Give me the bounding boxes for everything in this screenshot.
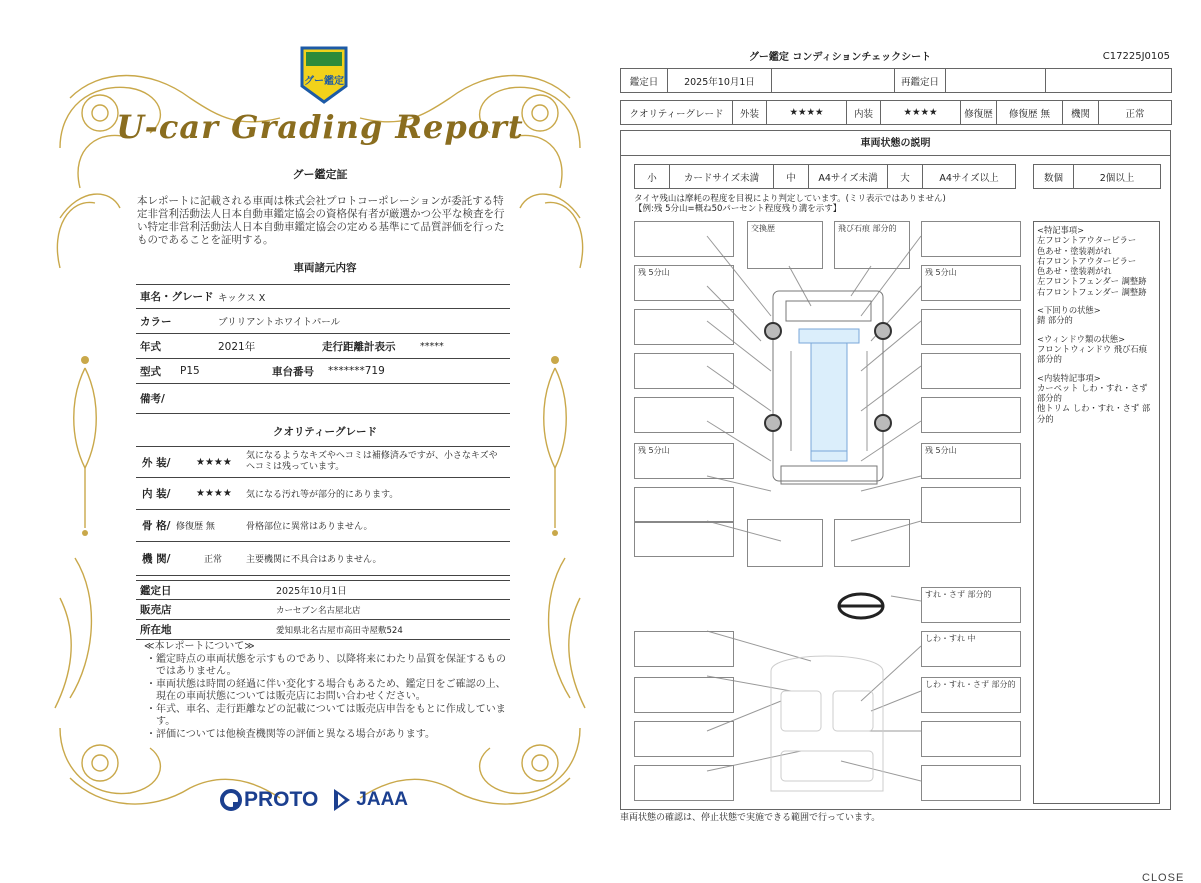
remarks-label: 備考/: [140, 393, 165, 405]
jaaa-mark-icon: [332, 787, 352, 813]
sheet-int-label: 内装: [847, 101, 881, 125]
sheet-int-stars: ★★★★: [881, 101, 961, 125]
chassis-value: *******719: [328, 365, 385, 377]
sheet-repair-value: 修復歴 無: [997, 101, 1063, 125]
date-label: 鑑定日: [140, 584, 172, 597]
quality-row-exterior: [136, 446, 510, 478]
special-group-windows: [1037, 334, 1156, 365]
proto-logo-text: PROTO: [244, 788, 319, 811]
note-item: ・車両状態は時間の経過に伴い変化する場合もあるため、鑑定日をご確認の上、現在の車両状態については販売店にお問い合わせください。: [146, 678, 506, 702]
jaaa-logo-text: JAAA: [356, 789, 409, 810]
special-group-general: [1037, 225, 1156, 297]
exchange-history-box: 交換歴: [747, 221, 823, 269]
diagram-box: [634, 397, 734, 433]
special-title: <内装特記事項>: [1037, 372, 1101, 383]
diagram-box: [921, 721, 1021, 757]
sheet-engine-value: 正常: [1099, 101, 1172, 125]
note-item: ・鑑定時点の車両状態を示すものであり、以降将来にわたり品質を保証するものではありません。: [146, 653, 506, 677]
cert-script-title: U-car Grading Report: [116, 108, 524, 146]
date-table: [620, 68, 1172, 93]
odo-label: 走行距離計表示: [322, 340, 396, 353]
diagram-box: [634, 721, 734, 757]
diagram-box: [921, 221, 1021, 257]
grade-label: クオリティーグレード: [621, 101, 733, 125]
special-group-underbody: [1037, 305, 1156, 326]
year-value: 2021年: [218, 340, 256, 353]
legend-small: 小: [635, 165, 670, 189]
spec-row-color: [136, 309, 510, 334]
note-item: ・評価については他検査機関等の評価と異なる場合があります。: [146, 728, 435, 740]
chassis-label: 車台番号: [272, 365, 314, 378]
engine-value: 正常: [204, 555, 223, 565]
name-label: 車名・グレード: [140, 291, 214, 303]
tire-box-rear-left: 残 5分山: [634, 443, 734, 479]
special-group-interior: [1037, 373, 1156, 424]
quality-row-interior: [136, 478, 510, 510]
diagram-box: [834, 519, 910, 567]
tire-box-front-left: 残 5分山: [634, 265, 734, 301]
sheet-engine-label: 機関: [1063, 101, 1099, 125]
int-label: 内 装/: [142, 488, 171, 500]
diagram-box: [634, 677, 734, 713]
model-label: 型式: [140, 365, 161, 378]
ext-comment: 気になるようなキズやヘコミは補修済みですが、小さなキズやヘコミは残っています。: [246, 451, 498, 472]
quality-row-engine: [136, 542, 510, 576]
notes-title: ≪本レポートについて≫: [144, 641, 255, 652]
special-title: <ウィンドウ類の状態>: [1037, 333, 1126, 344]
address-label: 所在地: [140, 624, 172, 636]
diagram-box: [921, 353, 1021, 389]
steering-box: すれ・さず 部分的: [921, 587, 1021, 623]
count-legend-table: [1033, 164, 1161, 189]
diagram-box: [921, 309, 1021, 345]
sheet-blank-cell: [772, 69, 895, 93]
special-item: 左フロントアウターピラー: [1037, 235, 1137, 246]
odo-value: *****: [420, 340, 444, 352]
special-item: 色あせ・塗装剥がれ: [1037, 245, 1112, 256]
special-item: カーペット しわ・すれ・さず 部分的: [1037, 382, 1148, 404]
quality-heading: クオリティーグレード: [273, 426, 377, 438]
dealer-row: [136, 600, 510, 620]
goo-badge-icon: [296, 44, 352, 106]
sheet-redate-label: 再鑑定日: [895, 69, 946, 93]
special-notes: [1033, 221, 1160, 804]
condition-check-sheet: [620, 40, 1175, 830]
special-title: <下回りの状態>: [1037, 305, 1101, 316]
stone-chip-box: 飛び石痕 部分的: [834, 221, 910, 269]
dealer-label: 販売店: [140, 604, 172, 616]
address-row: [136, 620, 510, 640]
color-label: カラー: [140, 315, 172, 328]
engine-label: 機 関/: [142, 553, 171, 565]
size-legend-table: [634, 164, 1016, 189]
diagram-box: [634, 309, 734, 345]
grading-certificate: [40, 38, 600, 838]
sheet-blank-cell: [1046, 69, 1172, 93]
legend-medium-desc: A4サイズ未満: [809, 165, 888, 189]
ext-stars: ★★★★: [196, 456, 232, 468]
diagram-box: [634, 221, 734, 257]
grade-table: [620, 100, 1172, 125]
legend-medium: 中: [774, 165, 809, 189]
name-value: キックス X: [218, 292, 266, 304]
special-item: 左フロントフェンダー 調整跡: [1037, 276, 1147, 287]
tire-box-rear-right: 残 5分山: [921, 443, 1021, 479]
date-value: 2025年10月1日: [276, 586, 347, 597]
year-label: 年式: [140, 340, 161, 353]
diagram-box: [634, 631, 734, 667]
seat-box-front: しわ・すれ 中: [921, 631, 1021, 667]
legend-large: 大: [888, 165, 923, 189]
condition-header: 車両状態の説明: [621, 131, 1170, 156]
int-comment: 気になる汚れ等が部分的にあります。: [246, 490, 399, 500]
address-value: 愛知県北名古屋市高田寺屋敷524: [276, 625, 403, 636]
sheet-id: C17225J0105: [1102, 51, 1170, 62]
frame-comment: 骨格部位に異常はありません。: [246, 522, 373, 532]
proto-logo: [220, 788, 318, 812]
frame-label: 骨 格/: [142, 520, 171, 532]
quality-row-frame: [136, 510, 510, 542]
engine-comment: 主要機関に不具合はありません。: [246, 555, 382, 565]
sheet-ext-stars: ★★★★: [767, 101, 847, 125]
legend-count-desc: 2個以上: [1074, 165, 1161, 189]
tire-box-front-right: 残 5分山: [921, 265, 1021, 301]
spec-row-year: [136, 334, 510, 359]
steering-wheel-icon: [839, 594, 883, 618]
badge-text: グー鑑定: [304, 76, 344, 87]
special-item: 右フロントアウターピラー: [1037, 255, 1137, 266]
special-item: 右フロントフェンダー 調整跡: [1037, 286, 1147, 297]
sheet-repair-label: 修復歴: [961, 101, 997, 125]
tire-note: [634, 194, 946, 214]
legend-small-desc: カードサイズ未満: [670, 165, 774, 189]
close-button[interactable]: CLOSE: [1142, 872, 1185, 883]
special-item: フロントウィンドウ 飛び石痕 部分的: [1037, 343, 1147, 365]
sheet-title: グー鑑定 コンディションチェックシート: [748, 52, 932, 63]
special-item: 錆 部分的: [1037, 315, 1073, 326]
cert-intro: 本レポートに記載される車両は株式会社プロトコーポレーションが委託する特定非営利活動法人日本自動車鑑定協会の資格保有者が厳選かつ公平な検査を行い特定非営利活動法人日本自動車鑑定協会の定める基準にて品質評価を行ったものであることを証明する。: [137, 195, 505, 246]
legend-large-desc: A4サイズ以上: [923, 165, 1016, 189]
condition-frame: [620, 130, 1171, 810]
spec-row-model: [136, 359, 510, 384]
jaaa-logo: [332, 787, 408, 813]
cert-subtitle: グー鑑定証: [292, 168, 348, 181]
diagram-box: [634, 353, 734, 389]
model-value: P15: [180, 365, 200, 377]
date-row: [136, 580, 510, 600]
special-item: 色あせ・塗装剥がれ: [1037, 266, 1112, 277]
spec-heading: 車両諸元内容: [293, 262, 357, 274]
frame-value: 修復歴 無: [176, 522, 215, 532]
diagram-box: [634, 765, 734, 801]
sheet-footer: 車両状態の確認は、停止状態で実施できる範囲で行っています。: [620, 813, 881, 823]
tire-note-line: タイヤ残山は摩耗の程度を目視により判定しています。(ミリ表示ではありません): [634, 194, 946, 204]
sheet-ext-label: 外装: [733, 101, 767, 125]
dealer-value: カーセブン名古屋北店: [276, 605, 361, 616]
diagram-box: [634, 487, 734, 523]
sheet-date-value: 2025年10月1日: [668, 69, 772, 93]
diagram-box: [921, 487, 1021, 523]
spec-row-remarks: [136, 384, 510, 414]
ext-label: 外 装/: [142, 456, 171, 469]
legend-count: 数個: [1034, 165, 1074, 189]
sheet-redate-value: [946, 69, 1046, 93]
sheet-date-label: 鑑定日: [621, 69, 668, 93]
int-stars: ★★★★: [196, 488, 232, 499]
diagram-box: [921, 765, 1021, 801]
diagram-box: [921, 397, 1021, 433]
seat-box-rear: しわ・すれ・さず 部分的: [921, 677, 1021, 713]
proto-mark-icon: [220, 789, 242, 811]
color-value: ブリリアントホワイトパール: [218, 317, 341, 328]
special-item: 他トリム しわ・すれ・さず 部分的: [1037, 403, 1151, 424]
spec-row-name: [136, 284, 510, 309]
special-title: <特記事項>: [1037, 225, 1085, 235]
diagram-box: [747, 519, 823, 567]
tire-note-line: 【例:残 5分山=概ね50パーセント程度残り溝を示す】: [634, 204, 842, 214]
diagram-box: [634, 521, 734, 557]
note-item: ・年式、車名、走行距離などの記載については販売店申告をもとに作成しています。: [146, 703, 506, 727]
report-notes: [144, 641, 514, 741]
logo-bar: [220, 783, 430, 817]
